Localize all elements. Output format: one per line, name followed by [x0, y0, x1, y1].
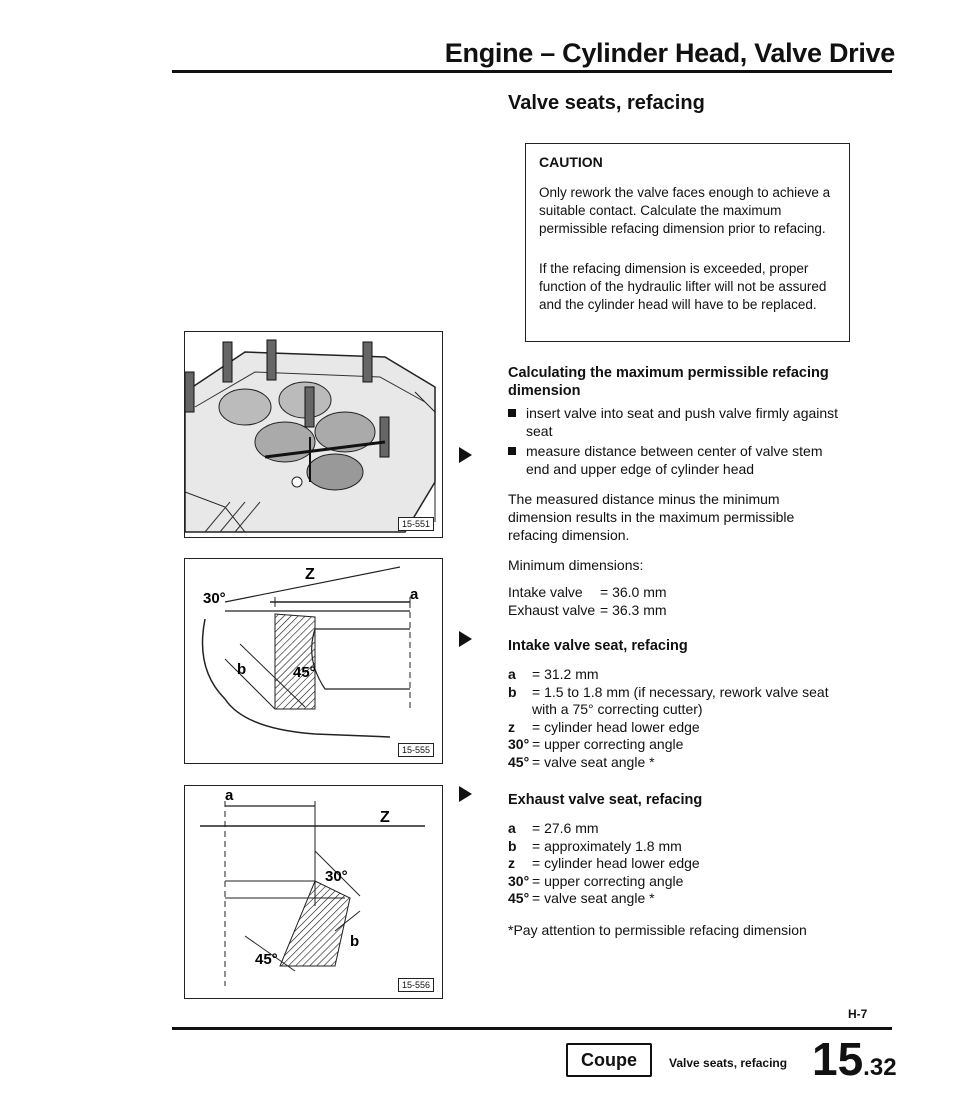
caution-heading: CAUTION — [539, 154, 603, 170]
intake-definitions — [508, 666, 843, 771]
bullet-marker — [508, 447, 516, 455]
page-number-minor: .32 — [863, 1054, 897, 1081]
def-value: = approximately 1.8 mm — [532, 837, 682, 854]
fig3-30-label: 30° — [325, 868, 348, 885]
section-title: Valve seats, refacing — [508, 92, 705, 114]
figure-intake-seat — [184, 558, 443, 764]
def-key: z — [508, 855, 515, 871]
exhaust-value: = 36.3 mm — [600, 601, 667, 618]
def-key: 30° — [508, 872, 530, 889]
table-row — [508, 684, 843, 719]
pointer-arrow-icon — [459, 447, 472, 463]
fig3-45-label: 45° — [255, 951, 278, 968]
exhaust-heading: Exhaust valve seat, refacing — [508, 792, 703, 808]
def-value: = valve seat angle * — [532, 753, 655, 770]
figure-label: 15-551 — [398, 517, 434, 531]
table-row — [508, 890, 843, 908]
footer-rule — [172, 1027, 892, 1030]
pointer-arrow-icon — [459, 786, 472, 802]
def-key: a — [508, 820, 516, 836]
def-key: b — [508, 683, 517, 700]
def-value: = upper correcting angle — [532, 736, 684, 752]
figure-exhaust-seat — [184, 785, 443, 999]
def-key: b — [508, 837, 517, 854]
intake-label: Intake valve — [508, 584, 583, 600]
fig2-30-label: 30° — [203, 590, 226, 607]
page-number — [812, 1032, 897, 1086]
page-code: H-7 — [848, 1007, 868, 1021]
table-row — [508, 666, 843, 684]
min-dimensions-label: Minimum dimensions: — [508, 557, 644, 573]
table-row — [508, 820, 843, 838]
model-badge: Coupe — [566, 1043, 652, 1077]
min-dimensions-table — [508, 584, 667, 619]
def-key: 45° — [508, 890, 530, 906]
table-row — [508, 855, 843, 873]
table-row — [508, 736, 843, 754]
calc-paragraph: The measured distance minus the minimum dimension results in the maximum permissible refacing dimension. — [508, 491, 795, 543]
table-row — [508, 602, 667, 620]
table-row — [508, 719, 843, 737]
fig2-45-label: 45° — [293, 664, 316, 681]
calc-bullet-2-text: measure distance between center of valve stem end and upper edge of cylinder head — [526, 443, 823, 477]
def-key: 30° — [508, 736, 530, 752]
fig2-z-label: Z — [305, 566, 315, 583]
caution-paragraph-2: If the refacing dimension is exceeded, proper function of the hydraulic lifter will not be assured and the cylinder head will have to be replaced. — [539, 261, 827, 312]
caution-box — [525, 143, 850, 342]
def-value: = upper correcting angle — [532, 872, 684, 889]
table-row — [508, 754, 843, 772]
page-number-major: 15 — [812, 1033, 864, 1085]
def-value: = cylinder head lower edge — [532, 718, 700, 735]
calc-bullet-1 — [508, 404, 848, 440]
calc-heading: Calculating the maximum permissible refacing dimension — [508, 365, 829, 399]
figure-cylinder-head — [184, 331, 443, 538]
exhaust-seat-diagram — [185, 786, 442, 998]
fig3-b-label: b — [350, 933, 360, 950]
title-rule — [172, 70, 892, 73]
intake-heading: Intake valve seat, refacing — [508, 638, 688, 654]
def-value: = valve seat angle * — [532, 890, 655, 906]
def-value: = 1.5 to 1.8 mm (if necessary, rework valve seat with a 75° correcting cutter) — [532, 683, 829, 717]
def-key: z — [508, 718, 515, 735]
intake-seat-diagram — [185, 559, 442, 763]
exhaust-definitions — [508, 820, 843, 908]
page-title: Engine – Cylinder Head, Valve Drive — [444, 38, 895, 68]
figure-label: 15-555 — [398, 743, 434, 757]
pointer-arrow-icon — [459, 631, 472, 647]
fig2-a-label: a — [410, 586, 419, 603]
def-value: = 27.6 mm — [532, 820, 599, 836]
def-value: = cylinder head lower edge — [532, 855, 700, 871]
fig3-z-label: Z — [380, 809, 390, 826]
footer-section-label: Valve seats, refacing — [669, 1056, 788, 1070]
footnote: *Pay attention to permissible refacing dimension — [508, 922, 807, 938]
cylinder-head-illustration — [185, 332, 442, 537]
figure-label: 15-556 — [398, 978, 434, 992]
fig2-b-label: b — [237, 661, 247, 678]
bullet-marker — [508, 409, 516, 417]
fig3-a-label: a — [225, 787, 234, 804]
exhaust-label: Exhaust valve — [508, 601, 596, 618]
table-row — [508, 838, 843, 856]
def-key: a — [508, 666, 516, 682]
def-value: = 31.2 mm — [532, 666, 599, 682]
caution-paragraph-1: Only rework the valve faces enough to achieve a suitable contact. Calculate the maximum permissible refacing dimension prior to refacing. — [539, 185, 831, 236]
calc-bullet-2 — [508, 442, 848, 478]
def-key: 45° — [508, 753, 530, 770]
intake-value: = 36.0 mm — [600, 584, 667, 600]
calc-bullet-1-text: insert valve into seat and push valve firmly against seat — [526, 405, 839, 439]
table-row — [508, 873, 843, 891]
table-row — [508, 584, 667, 602]
